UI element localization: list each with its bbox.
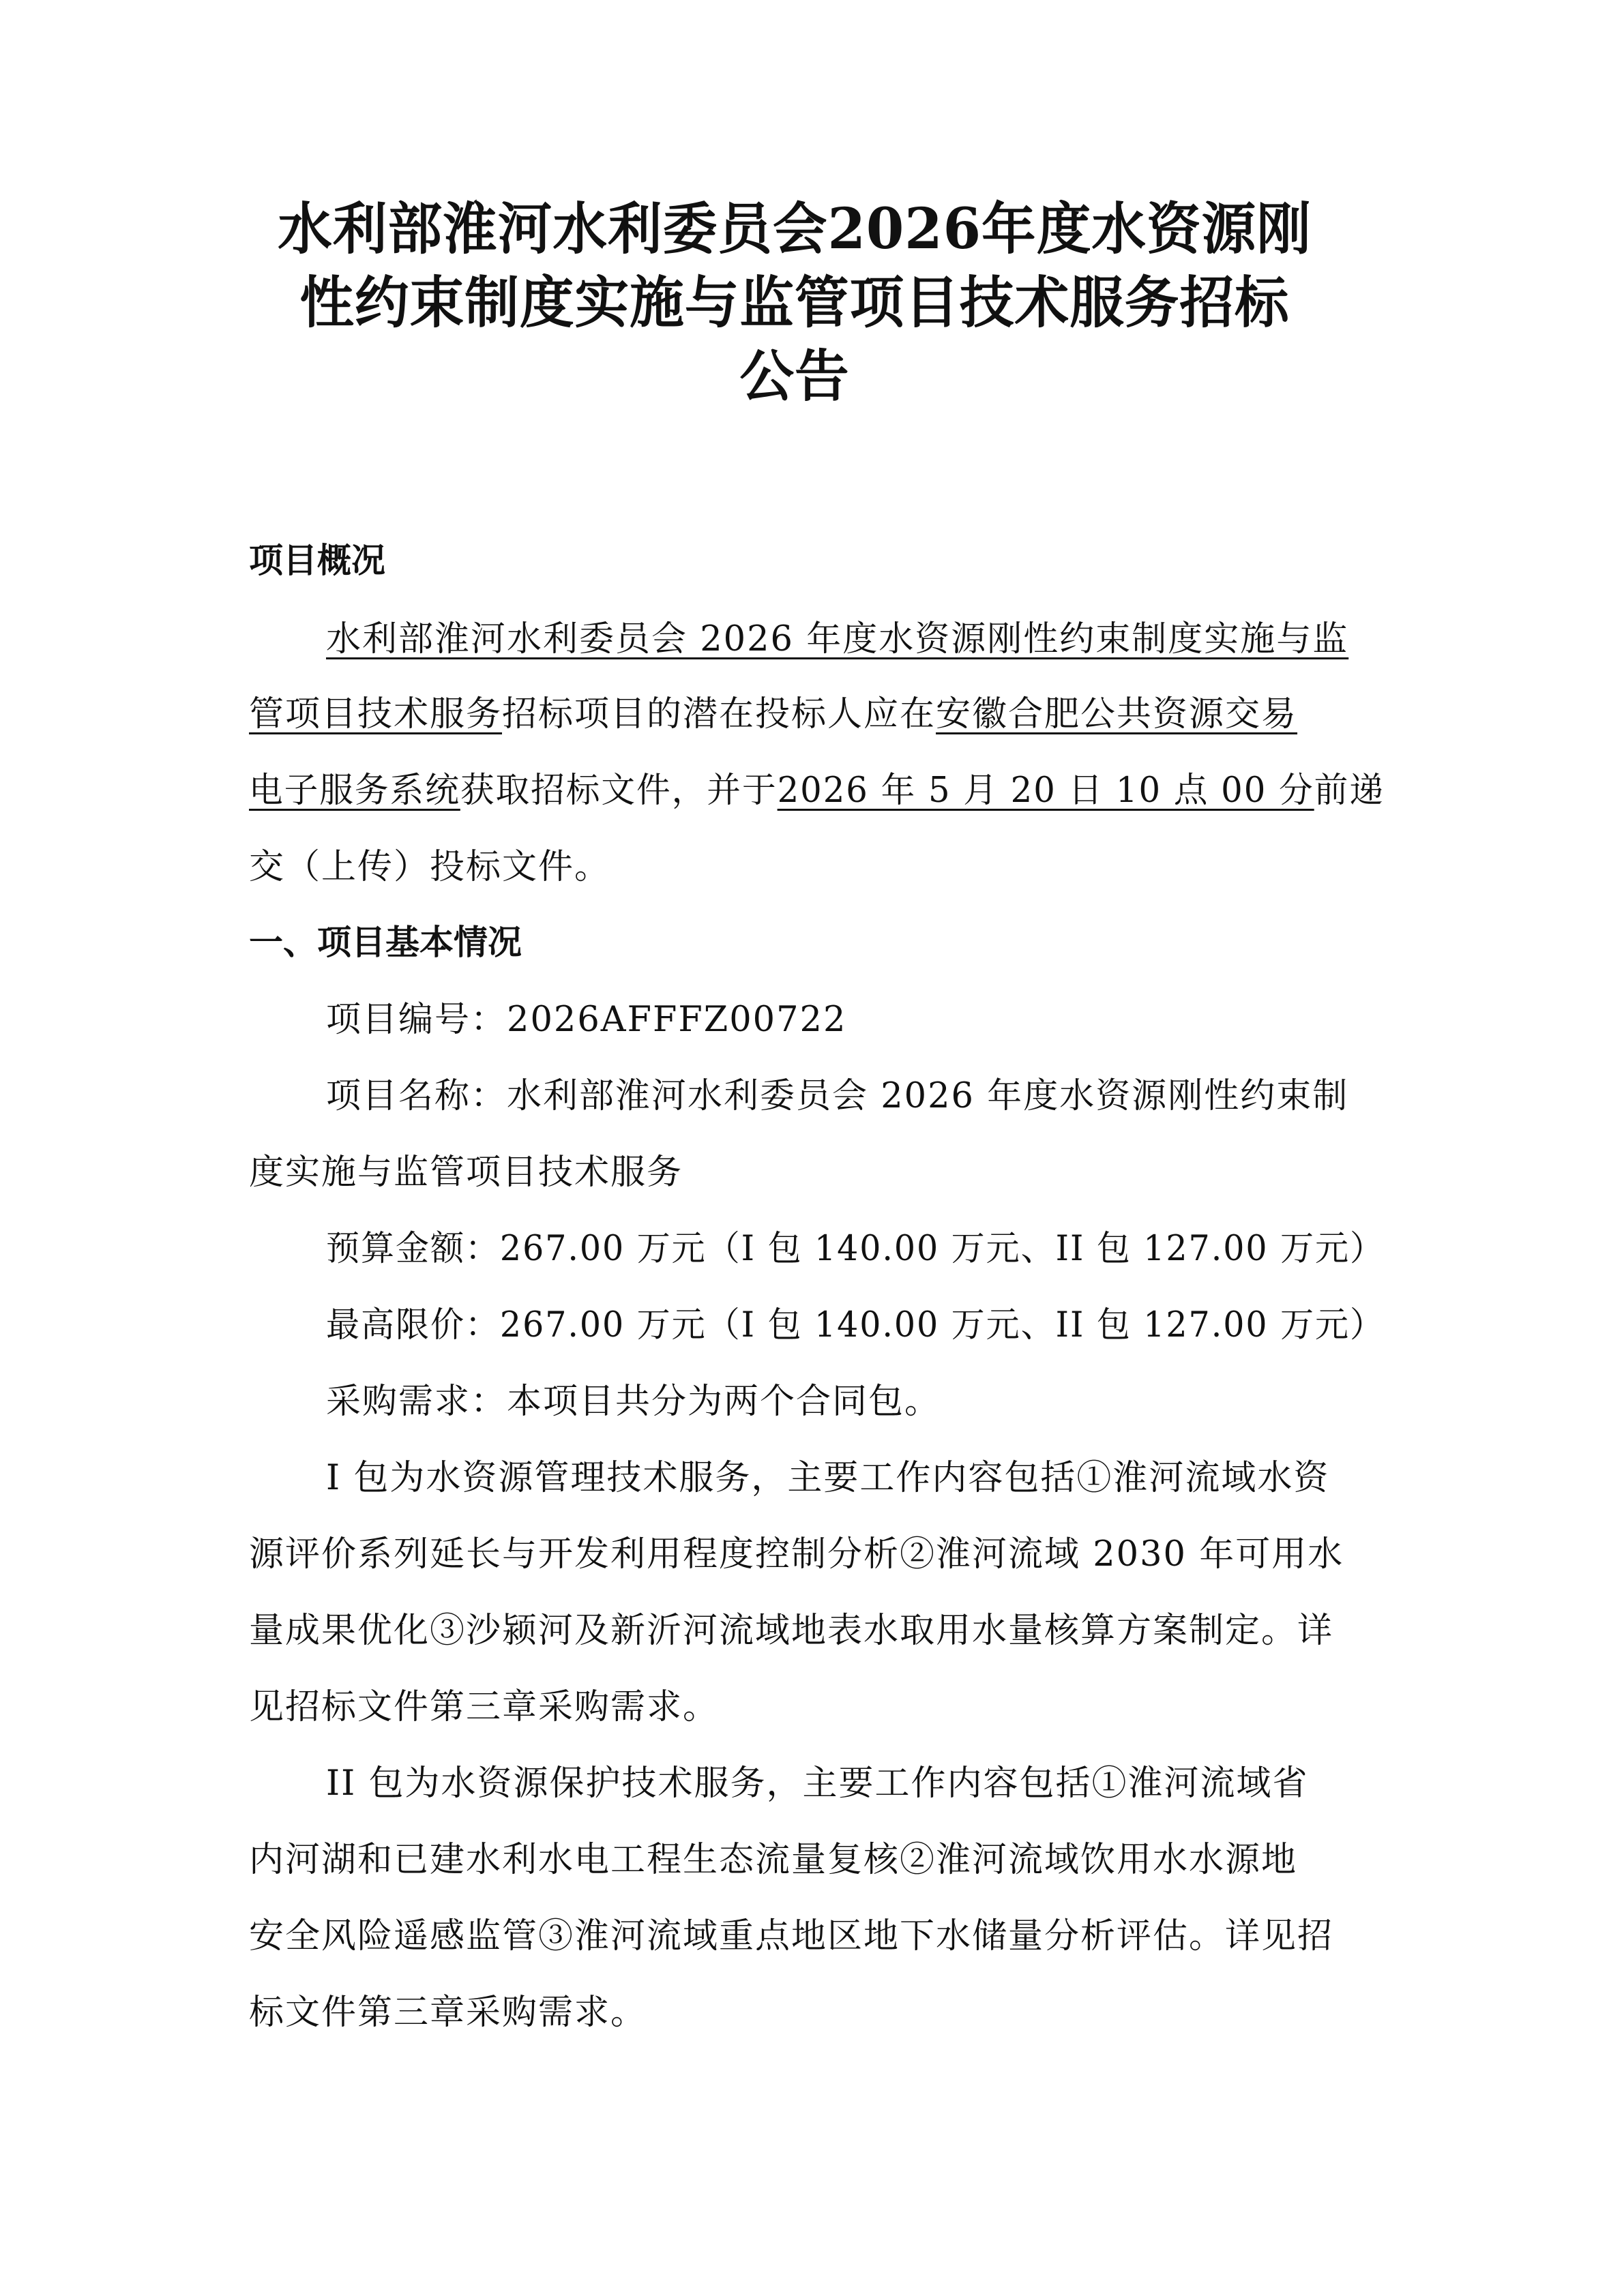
- procurement-demand: 采购需求：本项目共分为两个合同包。: [326, 1382, 941, 1422]
- package-1-line-1: I 包为水资源管理技术服务，主要工作内容包括①淮河流域水资: [326, 1458, 1330, 1498]
- package-2-line-3: 安全风险遥感监管③淮河流域重点地区地下水储量分析评估。详见招: [249, 1916, 1334, 1956]
- overview-line-4: 交（上传）投标文件。: [249, 847, 611, 887]
- package-2-line-1: II 包为水资源保护技术服务，主要工作内容包括①淮河流域省: [326, 1763, 1309, 1804]
- title-line-1: 水利部淮河水利委员会2026年度水资源刚: [278, 196, 1312, 262]
- project-name-underlined: 水利部淮河水利委员会 2026 年度水资源刚性约束制度实施与监: [326, 619, 1349, 659]
- overview-text: 招标项目的潜在投标人应在: [502, 694, 936, 734]
- platform-underlined-cont: 电子服务系统: [249, 771, 460, 811]
- overview-line-3: [249, 769, 1385, 813]
- package-1-line-3: 量成果优化③沙颍河及新沂河流域地表水取用水量核算方案制定。详: [249, 1611, 1334, 1651]
- project-number: 项目编号：2026AFFFZ00722: [326, 1000, 847, 1040]
- platform-underlined: 安徽合肥公共资源交易: [936, 694, 1298, 734]
- package-1-line-2: 源评价系列延长与开发利用程度控制分析②淮河流域 2030 年可用水: [249, 1534, 1344, 1575]
- basic-info-heading: 一、项目基本情况: [249, 923, 522, 962]
- project-name-line-2: 度实施与监管项目技术服务: [249, 1152, 683, 1193]
- overview-heading: 项目概况: [249, 541, 385, 580]
- project-name-line-1: 项目名称：水利部淮河水利委员会 2026 年度水资源刚性约束制: [326, 1076, 1349, 1116]
- title-line-3: 公告: [739, 344, 850, 409]
- package-2-line-2: 内河湖和已建水利水电工程生态流量复核②淮河流域饮用水水源地: [249, 1840, 1298, 1880]
- max-price: 最高限价：267.00 万元（I 包 140.00 万元、II 包 127.00 万元）: [326, 1305, 1385, 1345]
- title-line-2: 性约束制度实施与监管项目技术服务招标: [299, 270, 1290, 336]
- overview-line-1: [326, 618, 1348, 661]
- overview-text-3: 前递: [1314, 771, 1385, 811]
- project-name-underlined-cont: 管项目技术服务: [249, 694, 503, 734]
- overview-text-2: 获取招标文件，并于: [460, 771, 778, 811]
- package-2-line-4: 标文件第三章采购需求。: [249, 1993, 647, 2033]
- overview-line-2: [249, 693, 1297, 736]
- budget-amount: 预算金额：267.00 万元（I 包 140.00 万元、II 包 127.00 万元）: [326, 1229, 1385, 1269]
- package-1-line-4: 见招标文件第三章采购需求。: [249, 1687, 720, 1727]
- document-title: [205, 192, 1419, 413]
- deadline-underlined: 2026 年 5 月 20 日 10 点 00 分: [777, 771, 1314, 811]
